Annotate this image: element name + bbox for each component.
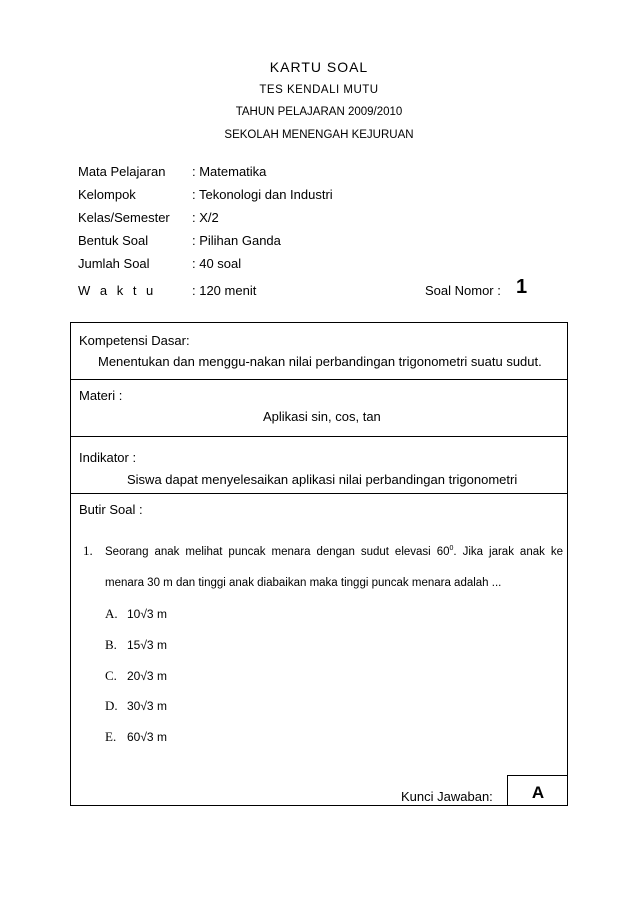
question-text-part: . Jika jarak anak ke xyxy=(453,545,563,558)
question-item-number: 1. xyxy=(83,543,93,558)
divider xyxy=(71,379,567,380)
option-text: 10√3 m xyxy=(127,607,167,621)
divider xyxy=(71,493,567,494)
option-letter: D. xyxy=(105,698,118,713)
material-text: Aplikasi sin, cos, tan xyxy=(263,409,381,424)
option-letter: E. xyxy=(105,729,117,744)
question-number-label: Soal Nomor : xyxy=(425,283,501,298)
header-line-3: SEKOLAH MENENGAH KEJURUAN xyxy=(224,129,414,141)
info-value: : Tekonologi dan Industri xyxy=(192,187,333,202)
info-value: : 120 menit xyxy=(192,283,257,298)
option-text: 20√3 m xyxy=(127,669,167,683)
option-letter: B. xyxy=(105,637,117,652)
info-value: : Matematika xyxy=(192,164,267,179)
info-label: Bentuk Soal xyxy=(78,233,149,248)
option-text: 30√3 m xyxy=(127,699,167,713)
header-line-2: TAHUN PELAJARAN 2009/2010 xyxy=(235,106,403,118)
info-label: Kelompok xyxy=(78,187,136,202)
option-text: 60√3 m xyxy=(127,730,167,744)
degree-superscript: 0 xyxy=(449,545,454,552)
option-b xyxy=(105,637,167,653)
header-line-1: TES KENDALI MUTU xyxy=(259,84,379,96)
question-label: Butir Soal : xyxy=(79,502,143,517)
competency-label: Kompetensi Dasar: xyxy=(79,333,190,348)
question-text-line-2: menara 30 m dan tinggi anak diabaikan maka tinggi puncak menara adalah ... xyxy=(105,577,502,589)
question-number-value: 1 xyxy=(516,276,528,298)
competency-text: Menentukan dan menggu-nakan nilai perbandingan trigonometri suatu sudut. xyxy=(98,354,542,369)
question-text-part: Seorang anak melihat puncak menara dengan sudut elevasi 60 xyxy=(105,545,450,558)
info-label: Kelas/Semester xyxy=(78,210,170,225)
option-c xyxy=(105,668,167,684)
indicator-label: Indikator : xyxy=(79,450,137,465)
answer-key-label: Kunci Jawaban: xyxy=(401,789,493,804)
info-value: : X/2 xyxy=(192,210,219,225)
info-value: : 40 soal xyxy=(192,256,242,271)
info-value: : Pilihan Ganda xyxy=(192,233,281,248)
option-e xyxy=(105,729,167,745)
question-text-line-1 xyxy=(105,545,563,558)
card-title: KARTU SOAL xyxy=(269,59,369,75)
info-label: Mata Pelajaran xyxy=(78,164,166,179)
option-letter: A. xyxy=(105,606,118,621)
info-label: W a k t u xyxy=(78,283,157,298)
question-box xyxy=(70,322,568,806)
answer-key-value: A xyxy=(507,775,568,806)
option-a xyxy=(105,606,167,622)
indicator-text: Siswa dapat menyelesaikan aplikasi nilai perbandingan trigonometri xyxy=(127,472,518,487)
material-label: Materi : xyxy=(79,388,123,403)
option-d xyxy=(105,698,167,714)
divider xyxy=(71,436,567,437)
option-text: 15√3 m xyxy=(127,638,167,652)
info-label: Jumlah Soal xyxy=(78,256,150,271)
option-letter: C. xyxy=(105,668,117,683)
